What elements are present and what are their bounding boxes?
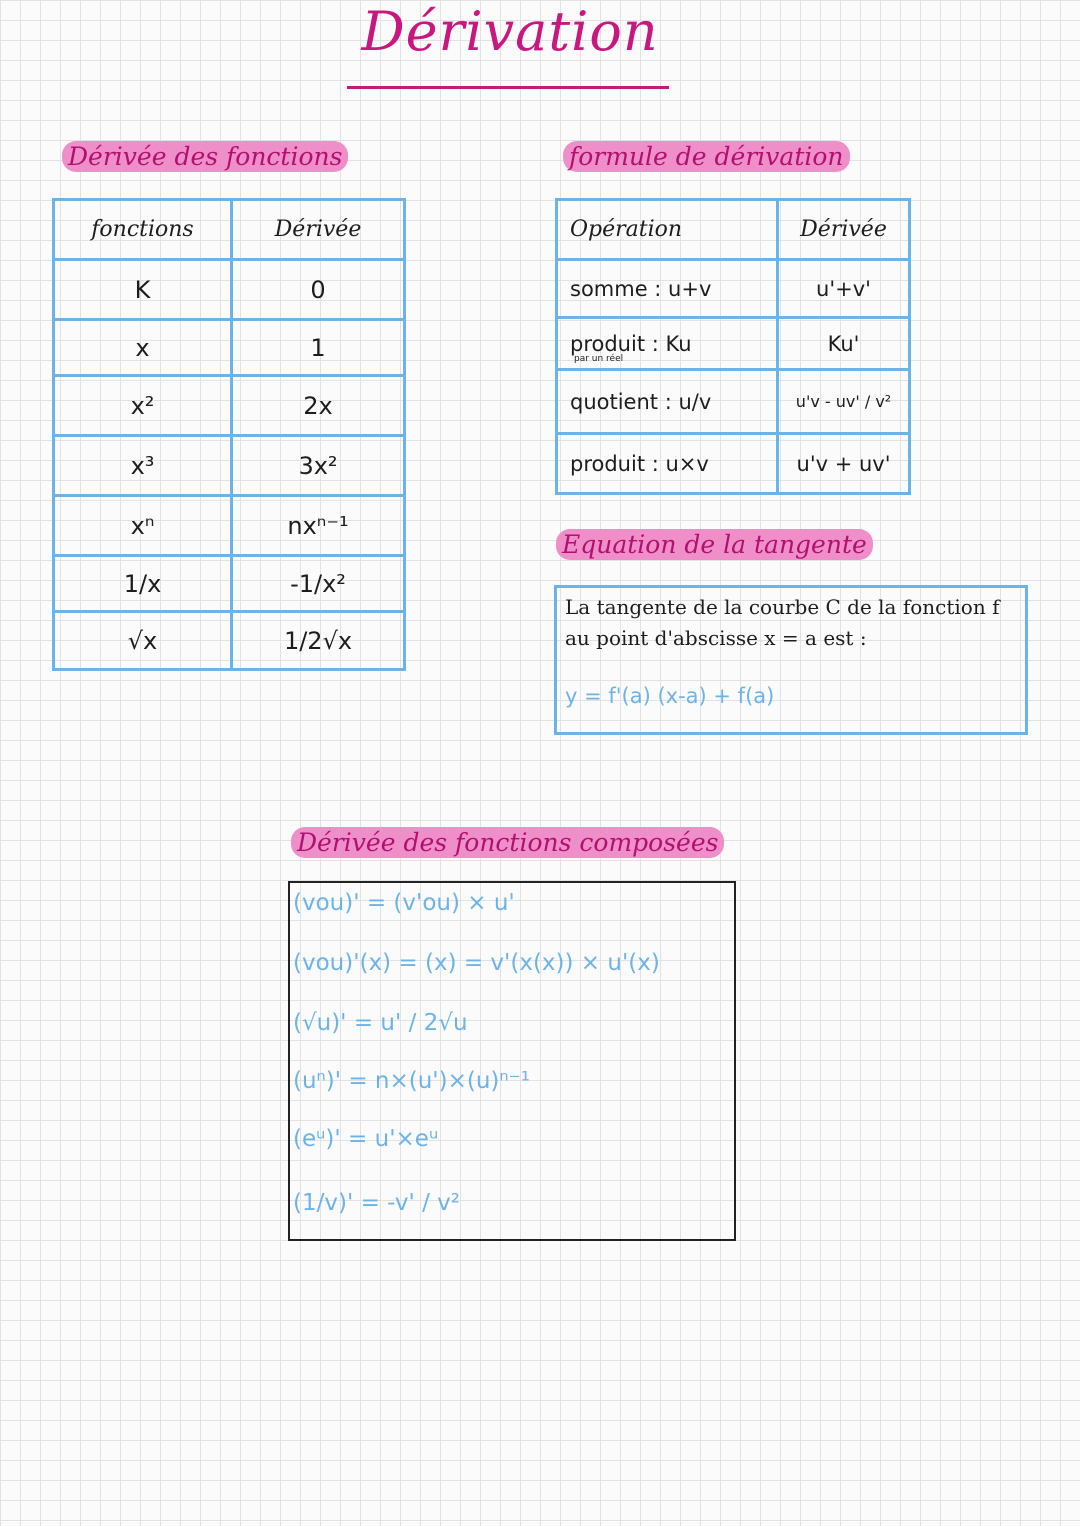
table-row: x 1 <box>54 320 405 376</box>
table-row: 1/x -1/x² <box>54 556 405 612</box>
header-operation: Opération <box>557 200 778 260</box>
composed-formula: (1/v)' = -v' / v² <box>293 1190 460 1216</box>
section-heading-functions: Dérivée des fonctions <box>62 142 348 171</box>
table-row: quotient : u/v u'v - uv' / v² <box>557 370 910 434</box>
table-row: √x 1/2√x <box>54 612 405 670</box>
header-functions: fonctions <box>54 200 232 260</box>
tangent-text: La tangente de la courbe C de la fonction f au point d'abscisse x = a est : <box>565 595 1000 650</box>
table-row: produit : Ku par un réel Ku' <box>557 318 910 370</box>
section-heading-formulas: formule de dérivation <box>563 142 850 171</box>
header-derivative: Dérivée <box>232 200 405 260</box>
composed-formula: (vou)' = (v'ou) × u' <box>293 890 515 916</box>
composed-formula: (√u)' = u' / 2√u <box>293 1010 468 1036</box>
section-heading-composed: Dérivée des fonctions composées <box>291 828 724 857</box>
table-row: xⁿ nxⁿ⁻¹ <box>54 496 405 556</box>
table-row: x² 2x <box>54 376 405 436</box>
tangent-formula: y = f'(a) (x-a) + f(a) <box>565 684 775 708</box>
section-heading-tangent: Equation de la tangente <box>556 530 873 559</box>
table-row: K 0 <box>54 260 405 320</box>
composed-formula: (vou)'(x) = (x) = v'(x(x)) × u'(x) <box>293 950 660 976</box>
table-row: produit : u×v u'v + uv' <box>557 434 910 494</box>
formulas-table <box>555 198 911 495</box>
composed-formula: (uⁿ)' = n×(u')×(u)ⁿ⁻¹ <box>293 1068 530 1094</box>
table-row: somme : u+v u'+v' <box>557 260 910 318</box>
header-derivative: Dérivée <box>778 200 910 260</box>
functions-table <box>52 198 406 671</box>
composed-box <box>288 881 736 1241</box>
note-real: par un réel <box>574 354 624 364</box>
title-underline <box>347 86 669 89</box>
page-title: Dérivation <box>361 0 659 63</box>
table-row: x³ 3x² <box>54 436 405 496</box>
composed-formula: (eᵘ)' = u'×eᵘ <box>293 1126 439 1152</box>
